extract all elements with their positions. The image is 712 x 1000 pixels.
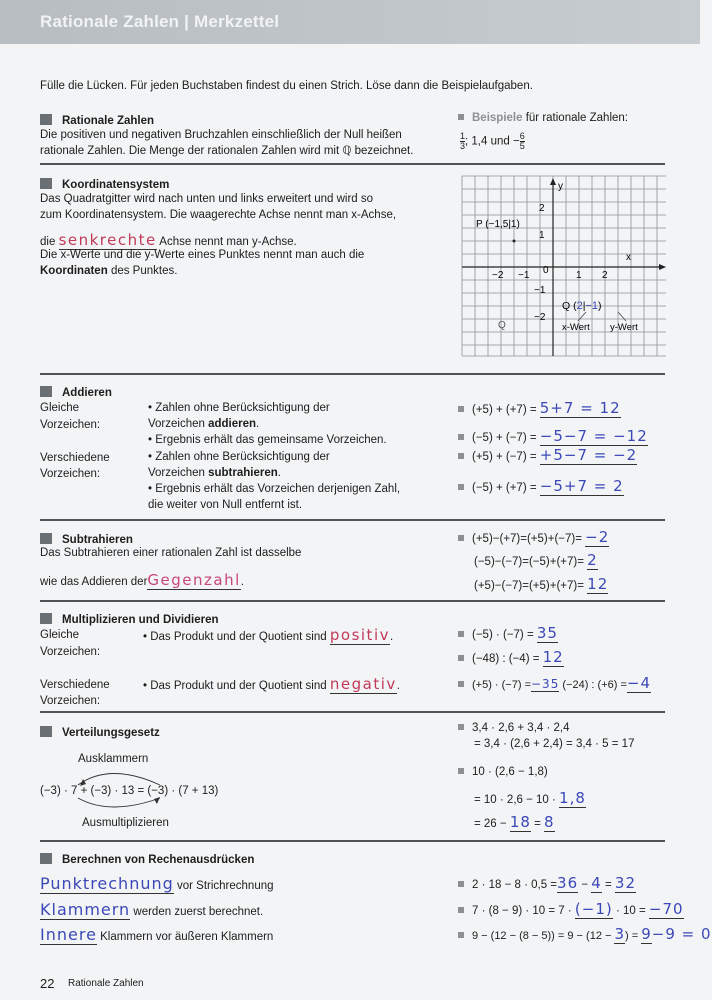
section-calc-title [40, 853, 254, 866]
mult-example-1: (−5) · (−7) = 35 [458, 624, 558, 642]
coord-line5: Koordinaten des Punktes. [40, 265, 178, 277]
fill-punktrechnung: Punktrechnung [40, 874, 174, 893]
tick-y-1: −1 [534, 285, 546, 296]
divider [40, 600, 665, 602]
calc-answer-1c: 32 [614, 874, 637, 892]
square-bullet-icon [40, 726, 52, 737]
calc-rule-1: Punktrechnung vor Strichrechnung [40, 874, 274, 893]
calc-example-2: 7 · (8 − 9) · 10 = 7 · (−1) · 10 = −70 [458, 900, 684, 918]
sub-answer-3: 12 [587, 575, 609, 593]
square-bullet-icon [40, 533, 52, 544]
fill-senkrechte: senkrechte [58, 231, 157, 249]
tick-x-1: −1 [518, 270, 530, 281]
page-title: Rationale Zahlen | Merkzettel [40, 12, 280, 31]
section-distrib-title [40, 726, 160, 739]
calc-answer-1b: 4 [591, 874, 602, 892]
point-q-mark: Q [498, 320, 506, 331]
add-diff-bullet2b: die weiter von Null entfernt ist. [148, 499, 303, 511]
coord-line4: Die x-Werte und die y-Werte eines Punktes nennt man auch die [40, 249, 365, 261]
fraction-six-fifths: $\frac{6}{5}$ [519, 131, 525, 151]
distrib-answer-2: 18 [509, 813, 531, 831]
add-answer-1: 5+7 = 12 [539, 399, 621, 417]
tick-x-2: −2 [492, 270, 504, 281]
sub-example-2: (−5)−(−7)=(−5)+(+7)= 2 [474, 551, 598, 569]
sub-line1: Das Subtrahieren einer rationalen Zahl ist dasselbe [40, 547, 302, 559]
add-diff-label2: Vorzeichen: [40, 468, 101, 480]
sub-answer-2: 2 [587, 551, 598, 569]
point-p [513, 240, 516, 243]
calc-example-1: 2 · 18 − 8 · 0,5 =36 − 4 = 32 [458, 874, 636, 892]
calc-answer-3a: 3 [614, 925, 626, 943]
divider [40, 163, 665, 165]
add-answer-3: +5−7 = −2 [539, 446, 638, 464]
sub-example-1: (+5)−(+7)=(+5)+(−7)= −2 [458, 528, 609, 546]
divider [40, 519, 665, 521]
ausklammern-label: Ausklammern [78, 753, 149, 765]
y-axis-label: y [558, 181, 563, 192]
tick-y2: 2 [539, 203, 545, 214]
rational-examples-heading [458, 112, 628, 124]
xwert-label: x-Wert [562, 322, 590, 333]
mult-diff-text: • Das Produkt und der Quotient sind negativ. [143, 675, 400, 693]
point-q-label: Q (2|−1) [562, 300, 602, 312]
add-diff-bullet1b: Vorzeichen subtrahieren. [148, 467, 281, 479]
tick-x2: 2 [602, 270, 608, 281]
mult-diff-label2: Vorzeichen: [40, 695, 101, 707]
add-same-label2: Vorzeichen: [40, 419, 101, 431]
calc-answer-3c: −9 = 0 [651, 925, 712, 943]
add-same-bullet1: • Zahlen ohne Berücksichtigung der [148, 402, 330, 414]
mult-same-text: • Das Produkt und der Quotient sind positiv. [143, 626, 394, 644]
calc-example-3: 9 − (12 − (8 − 5)) = 9 − (12 − 3) = 9−9 = 0 [458, 925, 712, 943]
mult-same-label2: Vorzeichen: [40, 646, 101, 658]
section-title-text: Multiplizieren und Dividieren [62, 614, 219, 626]
add-same-bullet2: • Ergebnis erhält das gemeinsame Vorzeichen. [148, 434, 387, 446]
bullet-icon [458, 114, 464, 120]
calc-rule-2: Klammern werden zuerst berechnet. [40, 900, 264, 919]
x-axis-arrow-icon [659, 264, 666, 270]
fill-gegenzahl: Gegenzahl [147, 571, 241, 589]
section-title-text: Berechnen von Rechenausdrücken [62, 854, 255, 866]
distrib-example-2c: = 26 − 18 = 8 [474, 813, 555, 831]
coord-line3: die senkrechte Achse nennt man y-Achse. [40, 231, 297, 249]
tick-y1: 1 [539, 230, 545, 241]
mult-answer-2: 12 [542, 648, 564, 666]
sub-answer-1: −2 [585, 528, 610, 546]
distrib-example-2b: = 10 · 2,6 − 10 · 1,8 [474, 789, 586, 807]
footer-label: Rationale Zahlen [68, 978, 144, 989]
calc-rule-3: Innere Klammern vor äußeren Klammern [40, 925, 274, 944]
tick-x1: 1 [576, 270, 582, 281]
examples-rest: für rationale Zahlen: [525, 112, 628, 124]
examples-label: Beispiele [472, 112, 523, 124]
fill-innere: Innere [40, 925, 97, 944]
fill-positiv: positiv [329, 626, 390, 644]
coordinate-grid [460, 172, 668, 360]
add-answer-4: −5+7 = 2 [539, 477, 624, 495]
divider [40, 711, 665, 713]
rational-examples [460, 132, 525, 151]
page-number: 22 [40, 976, 55, 991]
distrib-example-2a: 10 · (2,6 − 1,8) [458, 766, 548, 778]
mult-example-2: (−48) : (−4) = 12 [458, 648, 564, 666]
add-diff-label1: Verschiedene [40, 452, 110, 464]
square-bullet-icon [40, 613, 52, 624]
tick-y-2: −2 [534, 312, 546, 323]
section-add-title [40, 386, 112, 399]
rational-line2: rationale Zahlen. Die Menge der rationalen Zahlen wird mit ℚ bezeichnet. [40, 145, 414, 157]
ausmultiplizieren-label: Ausmultiplizieren [82, 817, 169, 829]
square-bullet-icon [40, 853, 52, 864]
add-example-2: (−5) + (−7) = −5−7 = −12 [458, 427, 648, 445]
divider [40, 373, 665, 375]
square-bullet-icon [40, 178, 52, 189]
section-title-text: Rationale Zahlen [62, 115, 155, 127]
rational-line1: Die positiven und negativen Bruchzahlen einschließlich der Null heißen [40, 129, 402, 141]
coord-line1: Das Quadratgitter wird nach unten und links erweitert und wird so [40, 193, 374, 205]
mult-answer-4: −4 [626, 674, 652, 692]
page-header [0, 0, 700, 44]
y-axis-arrow-icon [550, 178, 556, 185]
intro-text: Fülle die Lücken. Für jeden Buchstaben findest du einen Strich. Löse dann die Beispielaufgaben. [40, 80, 533, 92]
section-title-text: Addieren [62, 387, 112, 399]
section-title-text: Subtrahieren [62, 534, 133, 546]
arrow-bottom [78, 798, 160, 807]
distrib-answer-3: 8 [544, 813, 555, 831]
fill-klammern: Klammern [40, 900, 131, 919]
section-mult-title [40, 613, 219, 626]
calc-answer-1a: 36 [557, 874, 579, 892]
mult-diff-label1: Verschiedene [40, 679, 110, 691]
sub-line2: wie das Addieren derGegenzahl. [40, 571, 244, 589]
calc-answer-2a: (−1) [574, 900, 613, 918]
mult-answer-1: 35 [536, 624, 558, 642]
add-example-4: (−5) + (+7) = −5+7 = 2 [458, 477, 624, 495]
section-coord-title [40, 178, 169, 191]
add-diff-bullet1: • Zahlen ohne Berücksichtigung der [148, 451, 330, 463]
fill-negativ: negativ [329, 675, 397, 693]
add-example-3: (+5) + (−7) = +5−7 = −2 [458, 446, 637, 464]
point-p-label: P (−1,5|1) [476, 219, 520, 230]
divider [40, 840, 665, 842]
sub-example-3: (+5)−(−7)=(+5)+(+7)= 12 [474, 575, 609, 593]
distrib-formula: (−3) · 7 + (−3) · 13 = (−3) · (7 + 13) [40, 785, 219, 797]
examples-mid: ; 1,4 und − [465, 135, 520, 148]
ywert-label: y-Wert [610, 322, 638, 333]
distrib-answer-1: 1,8 [559, 789, 586, 807]
distrib-example-1a: 3,4 · 2,6 + 3,4 · 2,4 [458, 722, 570, 734]
x-axis-label: x [626, 252, 631, 263]
origin-label: 0 [543, 265, 549, 276]
add-same-label1: Gleiche [40, 402, 79, 414]
calc-answer-2b: −70 [648, 900, 684, 918]
coord-line2: zum Koordinatensystem. Die waagerechte Achse nennt man x-Achse, [40, 209, 397, 221]
add-answer-2: −5−7 = −12 [539, 427, 648, 445]
square-bullet-icon [40, 114, 52, 125]
calc-answer-3b: 9 [641, 925, 652, 943]
section-rational-title [40, 114, 154, 127]
mult-answer-3: −35 [531, 677, 560, 691]
mult-same-label1: Gleiche [40, 629, 79, 641]
mult-example-3: (+5) · (−7) =−35 (−24) : (+6) =−4 [458, 674, 651, 692]
fraction-one-third: $\frac{1}{3}$ [460, 131, 466, 151]
square-bullet-icon [40, 386, 52, 397]
add-diff-bullet2a: • Ergebnis erhält das Vorzeichen derjenigen Zahl, [148, 483, 401, 495]
add-example-1: (+5) + (+7) = 5+7 = 12 [458, 399, 621, 417]
section-title-text: Verteilungsgesetz [62, 727, 160, 739]
add-same-bullet1b: Vorzeichen addieren. [148, 418, 260, 430]
ywert-pointer [618, 312, 626, 321]
section-title-text: Koordinatensystem [62, 179, 170, 191]
distrib-example-1b: = 3,4 · (2,6 + 2,4) = 3,4 · 5 = 17 [474, 738, 635, 750]
